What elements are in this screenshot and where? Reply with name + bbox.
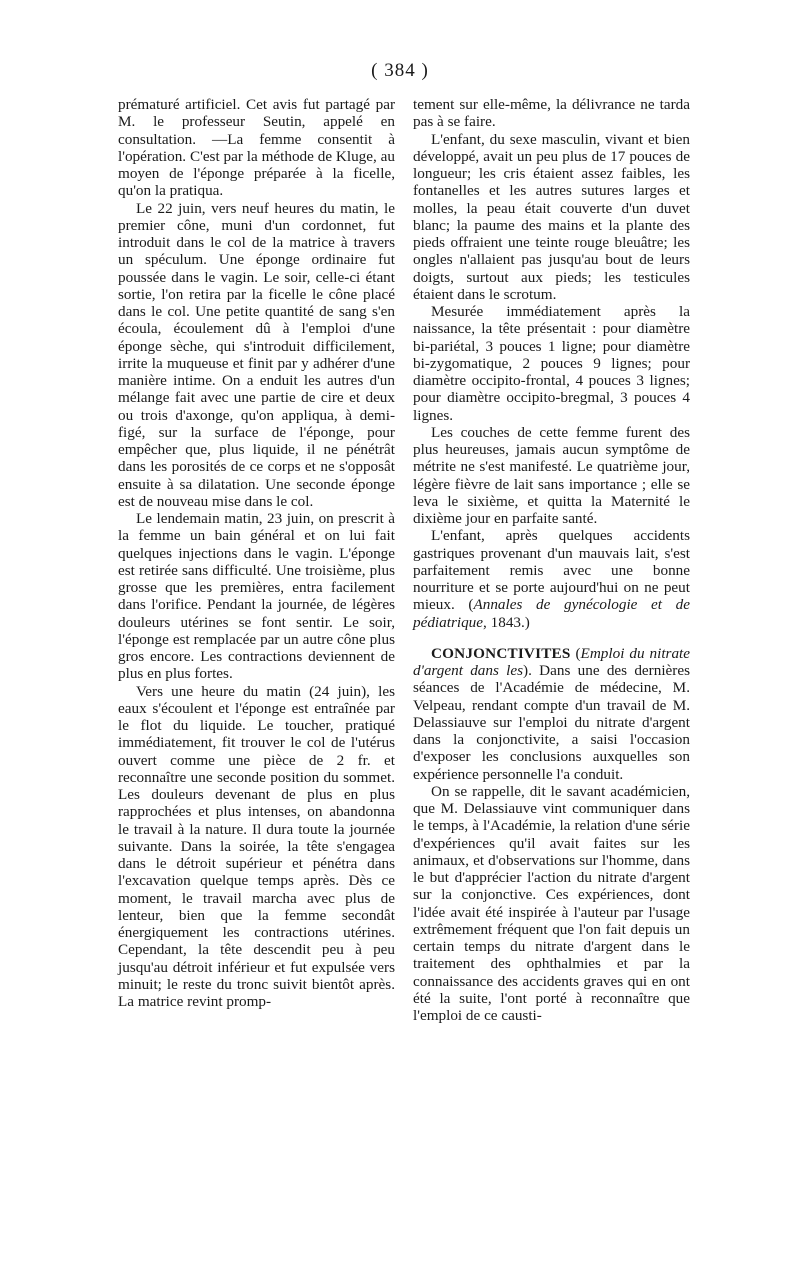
text-run: Les couches de cette femme furent des plus heureuses, jamais aucun symptôme de métrite ne s'est manifesté. Le quatrième jour, légère fièvre de lait sans importance ; elle se leva le sixième, et quitta la Maternité le dixième jour en parfaite santé.: [413, 423, 690, 527]
paragraph: [118, 683, 395, 1011]
right-column: [413, 96, 690, 1024]
text-run: Le lendemain matin, 23 juin, on prescrit à la femme un bain général et on lui fait quelques injections dans le vagin. L'éponge est retirée sans difficulté. Une troisième, plus grosse que les premières, entra facilement dans l'orifice. Pendant la journée, de légères douleurs utérines se font sentir. Le soir, l'éponge est remplacée par un autre cône plus gros encore. Les contractions deviennent de plus en plus fortes.: [118, 510, 395, 683]
paragraph: [118, 510, 395, 683]
section-heading: CONJONCTIVITES: [431, 644, 571, 662]
left-column: [118, 96, 395, 1010]
paragraph: [413, 96, 690, 131]
paragraph: [413, 645, 690, 783]
paragraph: [118, 96, 395, 200]
text-run: On se rappelle, dit le savant académicien, que M. Delassiauve vint communiquer dans le temps, à l'Académie, la relation d'une série d'expériences qu'il avait faites sur les animaux, et d'observations sur l'homme, dans le but d'apprécier l'action du nitrate d'argent sur la conjonctive. Ces expériences, dont l'idée avait été inspirée à l'auteur par l'usage extrêmement fréquent que l'on fait depuis un certain temps du nitrate d'argent dans le traitement des ophthalmies et par la connaissance des accidents graves qui en ont été la suite, l'ont porté à reconnaître que l'emploi de ce causti-: [413, 782, 690, 1024]
text-run: , 1843.): [483, 613, 530, 631]
text-run: (: [570, 644, 581, 662]
text-run: tement sur elle-même, la délivrance ne tarda pas à se faire.: [413, 96, 690, 131]
text-run: Le 22 juin, vers neuf heures du matin, le premier cône, muni d'un cordonnet, fut introduit dans le col de la matrice à travers un spéculum. Une éponge ordinaire fut poussée dans le vagin. Le soir, celle-ci étant sortie, l'on retira par la ficelle le cône placé dans le col. Une petite quantité de sang s'en écoula, écoulement dû à l'emploi d'une éponge sèche, qui s'introduit difficilement, irrite la muqueuse et finit par y adhérer d'une manière intime. On a enduit les autres d'un mélange fait avec une partie de cire et deux ou trois d'axonge, qu'on appliqua, à demi-figé, sur la surface de l'éponge, pour empêcher que, plus liquide, il ne pénétrât dans les porosités de ce corps et ne s'opposât ensuite à sa dilatation. Une seconde éponge est de nouveau mise dans le col.: [118, 199, 395, 510]
italic-text: Annales de gynécologie et de pédiatrique: [413, 596, 690, 631]
page-number: ( 384 ): [371, 60, 429, 81]
text-run: Mesurée immédiatement après la naissance, la tête présentait : pour diamètre bi-pariétal, 3 pouces 1 ligne; pour diamètre bi-zygomatique, 2 pouces 9 lignes; pour diamètre occipito-frontal, 4 pouces 3 lignes; pour diamètre occipito-bregmal, 3 pouces 4 lignes.: [413, 303, 690, 424]
text-run: ). Dans une des dernières séances de l'Académie de médecine, M. Velpeau, rendant compte d'un travail de M. Delassiauve sur l'emploi du nitrate d'argent dans la conjonctivite, a saisi l'occasion d'exposer les conclusions auxquelles son expérience personnelle l'a conduit.: [413, 662, 690, 783]
paragraph: [413, 783, 690, 1025]
text-run: L'enfant, du sexe masculin, vivant et bien développé, avait un peu plus de 17 pouces de longueur; les cris étaient assez faibles, les fontanelles et les autres sutures larges et molles, la peau était couverte d'un duvet blanc; la paume des mains et la plante des pieds offraient une teinte rouge bleuâtre; les ongles n'allaient pas jusqu'au bout de leurs doigts, surtout aux pieds; les testicules étaient dans le scrotum.: [413, 130, 690, 303]
paragraph: [413, 303, 690, 424]
italic-text: Emploi du nitrate d'argent dans les: [413, 644, 690, 679]
text-run: L'enfant, après quelques accidents gastriques provenant d'un mauvais lait, s'est parfaitement remis avec une bonne nourriture et se porte aujourd'hui on ne peut mieux. (: [413, 527, 690, 614]
text-run: prématuré artificiel. Cet avis fut partagé par M. le professeur Seutin, appelé en consultation. —La femme consentit à l'opération. C'est par la méthode de Kluge, au moyen de l'éponge préparée à la ficelle, qu'on la pratiqua.: [118, 96, 395, 200]
text-run: Vers une heure du matin (24 juin), les eaux s'écoulent et l'éponge est entraînée par le flot du liquide. Le toucher, pratiqué immédiatement, fit trouver le col de l'utérus ouvert comme une pièce de 2 fr. et reconnaître une seconde position du sommet. Les douleurs devenant de plus en plus rapprochées et plus intenses, on abandonna le travail à la nature. Il dura toute la journée suivante. Dans la soirée, la tête s'engagea dans le détroit supérieur et pénétra dans l'excavation quelque temps après. Dès ce moment, le travail marcha avec plus de lenteur, bien que la femme secondât énergiquement les contractions utérines. Cependant, la tête descendit peu à peu jusqu'au détroit inférieur et fut expulsée vers minuit; le reste du tronc suivit bientôt après. La matrice revint promp-: [118, 682, 395, 1010]
paragraph: [413, 131, 690, 304]
paragraph: [413, 424, 690, 528]
paragraph: [118, 200, 395, 511]
paragraph: [413, 527, 690, 631]
